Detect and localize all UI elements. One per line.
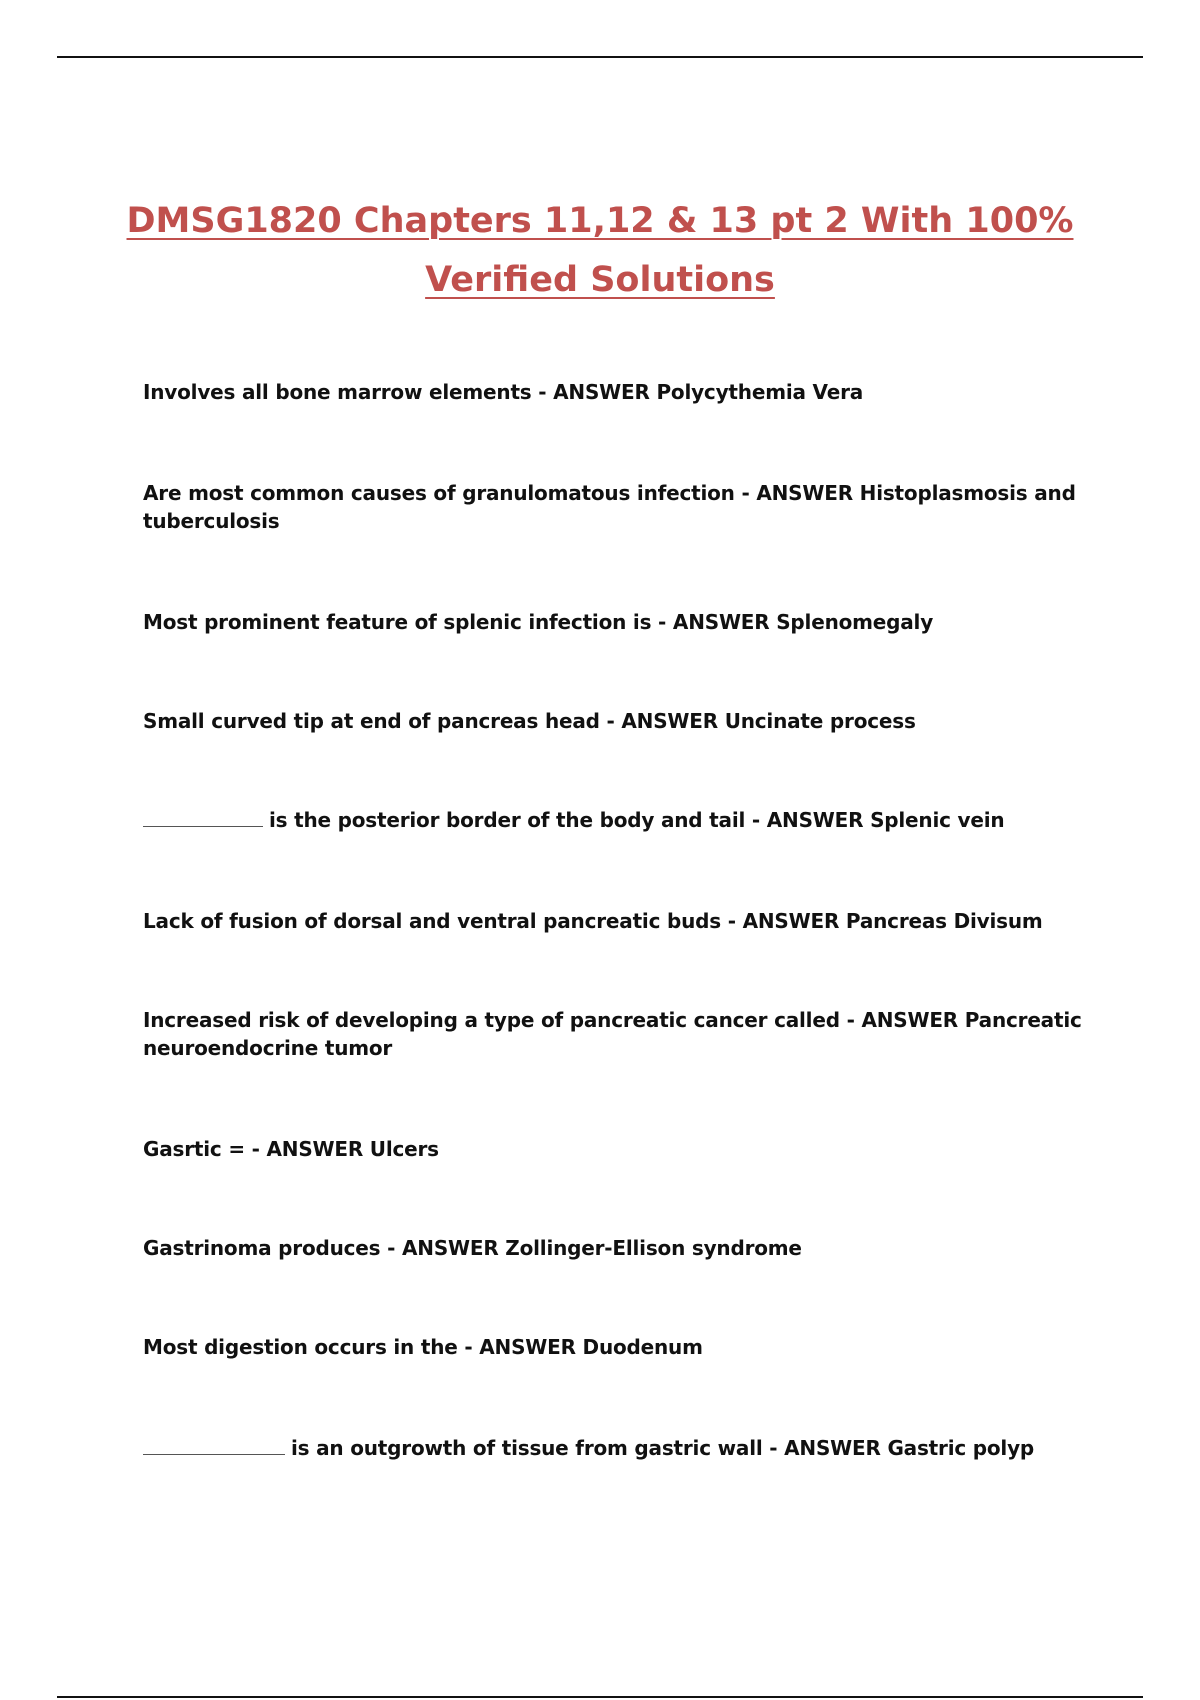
- qa-text: is an outgrowth of tissue from gastric wall - ANSWER Gastric polyp: [291, 1436, 1035, 1460]
- qa-text: Small curved tip at end of pancreas head - ANSWER Uncinate process: [143, 709, 916, 733]
- qa-item: [143, 608, 1093, 636]
- qa-item: [143, 907, 1093, 935]
- qa-item: [143, 378, 1093, 406]
- qa-text: is the posterior border of the body and tail - ANSWER Splenic vein: [269, 808, 1005, 832]
- title-line-1: DMSG1820 Chapters 11,12 & 13 pt 2 With 100%: [126, 201, 1074, 241]
- qa-text: Gasrtic = - ANSWER Ulcers: [143, 1137, 439, 1161]
- qa-item: [143, 806, 1093, 834]
- qa-text: Are most common causes of granulomatous infection - ANSWER Histoplasmosis and tuberculosis: [143, 481, 1076, 533]
- qa-text: Involves all bone marrow elements - ANSWER Polycythemia Vera: [143, 380, 864, 404]
- qa-item: [143, 1006, 1093, 1062]
- qa-text: Lack of fusion of dorsal and ventral pancreatic buds - ANSWER Pancreas Divisum: [143, 909, 1043, 933]
- qa-item: [143, 1135, 1093, 1163]
- qa-item: [143, 1333, 1093, 1361]
- qa-item: [143, 1234, 1093, 1262]
- qa-item: [143, 479, 1093, 535]
- qa-text: Gastrinoma produces - ANSWER Zollinger-Ellison syndrome: [143, 1236, 802, 1260]
- fill-in-blank: [143, 808, 263, 827]
- document-title: [100, 192, 1100, 310]
- qa-text: Most digestion occurs in the - ANSWER Duodenum: [143, 1335, 703, 1359]
- footer-rule: [57, 1696, 1143, 1698]
- title-line-2: Verified Solutions: [425, 260, 775, 300]
- qa-text: Increased risk of developing a type of pancreatic cancer called - ANSWER Pancreatic neuroendocrine tumor: [143, 1008, 1082, 1060]
- qa-text: Most prominent feature of splenic infection is - ANSWER Splenomegaly: [143, 610, 934, 634]
- qa-item: [143, 707, 1093, 735]
- qa-item: [143, 1434, 1093, 1462]
- fill-in-blank: [143, 1436, 285, 1455]
- header-rule: [57, 56, 1143, 58]
